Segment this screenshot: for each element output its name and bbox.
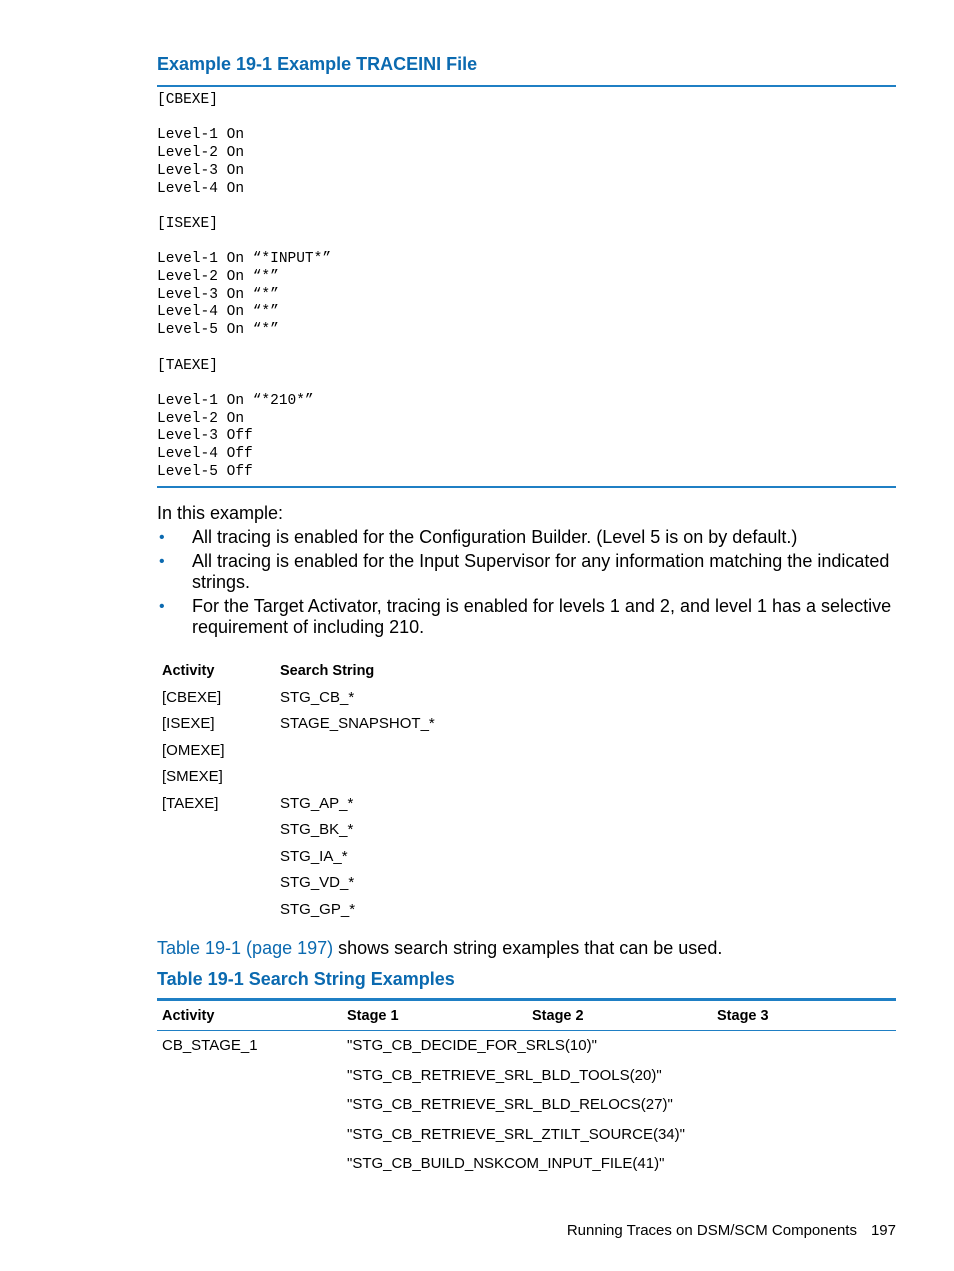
- table-row: [TAEXE] STG_AP_*: [162, 794, 354, 812]
- bullet-icon: •: [159, 529, 165, 546]
- table-row: STG_GP_*: [280, 900, 356, 918]
- table-row: "STG_CB_RETRIEVE_SRL_BLD_TOOLS(20)": [347, 1066, 662, 1084]
- search-string-table: [157, 658, 435, 923]
- table-reference-paragraph: Table 19-1 (page 197) shows search string examples that can be used.: [157, 938, 723, 958]
- search-string-examples-table: [157, 1001, 896, 1179]
- table-row: "STG_CB_BUILD_NSKCOM_INPUT_FILE(41)": [347, 1155, 665, 1173]
- table-row: CB_STAGE_1 "STG_CB_DECIDE_FOR_SRLS(10)": [162, 1037, 597, 1055]
- table-row: STG_BK_*: [280, 821, 354, 839]
- list-item: • For the Target Activator, tracing is enabled for levels 1 and 2, and level 1 has a selective requirement of including 210.: [159, 596, 892, 637]
- bullet-list: [157, 527, 896, 641]
- bullet-icon: •: [159, 553, 165, 570]
- page-number: 197: [870, 1222, 896, 1239]
- table-row: "STG_CB_RETRIEVE_SRL_ZTILT_SOURCE(34)": [347, 1125, 685, 1143]
- header-activity: Activity: [162, 663, 215, 679]
- example-title: Example 19-1 Example TRACEINI File: [157, 54, 478, 74]
- table-row: [SMEXE]: [162, 768, 223, 786]
- table-row: STG_VD_*: [280, 874, 355, 892]
- header-stage-2: Stage 2: [527, 1001, 712, 1031]
- example-bottom-rule: [157, 486, 896, 488]
- bullet-icon: •: [159, 598, 165, 615]
- footer-section-title: Running Traces on DSM/SCM Components: [566, 1222, 857, 1239]
- traceini-code-block: [CBEXE] Level-1 On Level-2 On Level-3 On Level-4 On [ISEXE] Level-1 On “*INPUT*” Level-2 On “*” Level-3 On “*” Level-4 On “*” Level-5 On “*” [TAEXE] Level-1 On “*210*” Level-2 On Level-3 Off Level-4 Off Level-5 Off: [157, 92, 332, 480]
- table-row: "STG_CB_RETRIEVE_SRL_BLD_RELOCS(27)": [347, 1096, 673, 1114]
- examples-table-title: Table 19-1 Search String Examples: [157, 969, 455, 989]
- example-top-rule: [157, 85, 896, 87]
- list-item: • All tracing is enabled for the Configuration Builder. (Level 5 is on by default.): [159, 527, 798, 547]
- header-activity: Activity: [157, 1001, 342, 1031]
- table-header-row: [157, 658, 435, 684]
- header-stage-3: Stage 3: [712, 1001, 896, 1031]
- header-stage-1: Stage 1: [342, 1001, 527, 1031]
- page-footer: [567, 1222, 896, 1239]
- table-row: [ISEXE] STAGE_SNAPSHOT_*: [162, 715, 435, 733]
- list-item: • All tracing is enabled for the Input Supervisor for any information matching the indicated strings.: [159, 551, 890, 592]
- table-header-row: [157, 1001, 896, 1031]
- table-reference-link[interactable]: Table 19-1 (page 197): [157, 938, 334, 958]
- intro-text: In this example:: [157, 503, 284, 523]
- table-row: STG_IA_*: [280, 847, 348, 865]
- header-search-string: Search String: [280, 663, 375, 679]
- table-row: [CBEXE] STG_CB_*: [162, 688, 355, 706]
- table-row: [OMEXE]: [162, 741, 225, 759]
